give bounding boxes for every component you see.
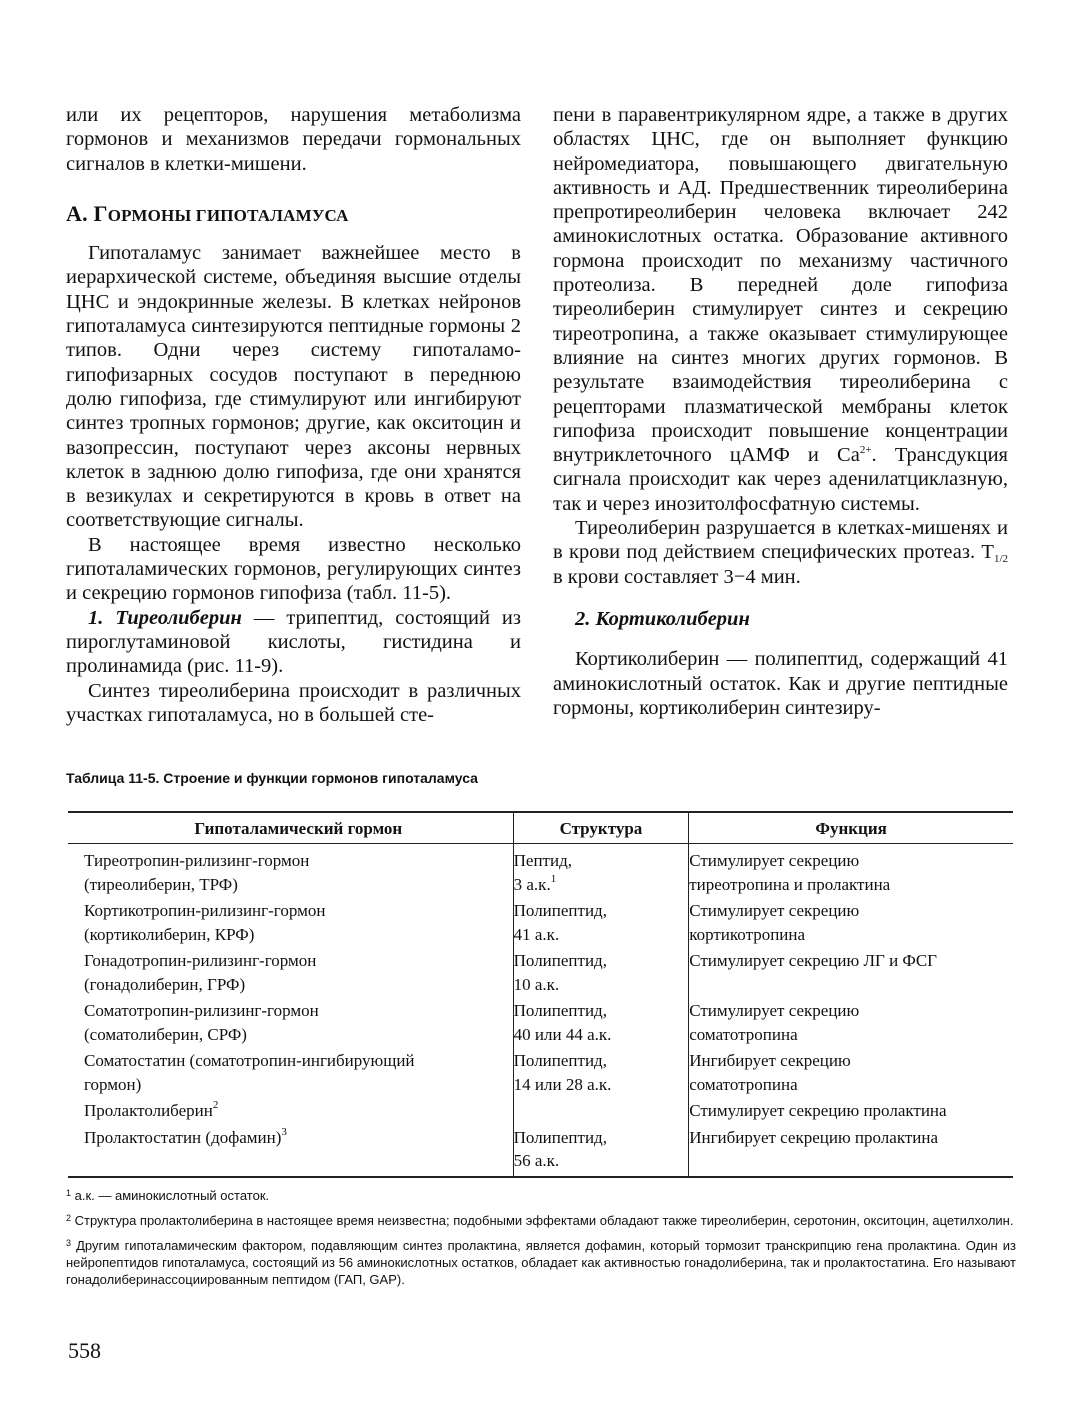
table-row bbox=[68, 899, 1013, 949]
footnote bbox=[66, 1187, 1016, 1204]
hormone-cell-line2: (тиреолиберин, ТРФ) bbox=[84, 874, 238, 894]
function-cell bbox=[689, 899, 1013, 949]
hormones-table bbox=[68, 811, 1013, 1178]
footnote-reference: 3 bbox=[281, 1125, 287, 1138]
hormone-cell bbox=[68, 844, 513, 900]
paragraph-text-end: в крови составляет 3−4 мин. bbox=[553, 565, 801, 588]
hormone-cell bbox=[68, 1099, 513, 1126]
section-heading-rest: ОРМОНЫ ГИПОТАЛАМУСА bbox=[107, 205, 349, 225]
table-row bbox=[68, 999, 1013, 1049]
function-cell-line1: Стимулирует секрецию ЛГ и ФСГ bbox=[689, 951, 938, 970]
function-cell bbox=[689, 999, 1013, 1049]
structure-cell bbox=[513, 1049, 689, 1099]
structure-cell bbox=[513, 999, 689, 1049]
left-column bbox=[66, 103, 521, 727]
structure-cell bbox=[513, 1126, 689, 1177]
structure-cell-line2: 14 или 28 а.к. bbox=[513, 1074, 612, 1094]
hormone-cell bbox=[68, 949, 513, 999]
table-row bbox=[68, 844, 1013, 900]
subheading-corticoliberin: 2. Кортиколиберин bbox=[575, 607, 750, 630]
function-cell-line2: тиреотропина и пролактина bbox=[689, 874, 891, 894]
right-column bbox=[553, 103, 1008, 720]
hormone-cell-line-with-note bbox=[84, 1099, 513, 1123]
paragraph-hormones-known: В настоящее время известно несколько гипоталамических гормонов, регулирующих синтез и секрецию гормонов гипофиза (табл. 11-5). bbox=[66, 533, 521, 605]
structure-cell-line2: 41 а.к. bbox=[513, 924, 560, 944]
hormone-cell-line2: (кортиколиберин, КРФ) bbox=[84, 924, 255, 944]
hormone-cell-line1: Соматотропин-рилизинг-гормон bbox=[84, 1001, 319, 1020]
paragraph-thyroliberin-synthesis: Синтез тиреолиберина происходит в различных участках гипоталамуса, но в большей сте- bbox=[66, 679, 521, 726]
structure-cell-line-with-note bbox=[514, 873, 689, 897]
structure-cell-line2: 40 или 44 а.к. bbox=[513, 1024, 612, 1044]
structure-cell-line2: 3 а.к. bbox=[513, 874, 551, 894]
structure-cell bbox=[513, 899, 689, 949]
function-cell-line2: кортикотропина bbox=[689, 924, 806, 944]
subscript-half-life: 1/2 bbox=[993, 553, 1008, 566]
structure-cell-line1: Пептид, bbox=[513, 851, 572, 870]
column-header-structure: Структура bbox=[513, 812, 689, 844]
footnote-text: а.к. — аминокислотный остаток. bbox=[71, 1188, 270, 1203]
function-cell-line2: соматотропина bbox=[689, 1074, 798, 1094]
paragraph-text: Тиреолиберин разрушается в клетках-мишенях и в крови под действием специфических протеаз. T bbox=[553, 517, 1008, 564]
table-row bbox=[68, 1049, 1013, 1099]
footnote bbox=[66, 1237, 1016, 1288]
table-body bbox=[68, 844, 1013, 1177]
paragraph-degradation bbox=[553, 516, 1008, 589]
paragraph-thyroliberin bbox=[66, 606, 521, 679]
structure-cell-line2: 10 а.к. bbox=[513, 974, 560, 994]
hormone-cell-line2: гормон) bbox=[84, 1074, 142, 1094]
paragraph-text: пени в паравентрикулярном ядре, а также в других областях ЦНС, где он выполняет функцию нейромедиатора, повышающего двигательную активность и АД. Предшественник тиреолиберина препротиреолиберин человека включает 242 аминокислотных остатка. Образование активного гормона происходит по механизму частичного протеолиза. В передней доле гипофиза тиреолиберин стимулирует синтез и секрецию тиреотропина, а также оказывает стимулирующее влияние на синтез многих других гормонов. В результате взаимодействия тиреолиберина с рецепторами плазматической мембраны клеток гипофиза происходит повышение концентрации внутриклеточного цАМФ и Ca bbox=[553, 104, 1008, 467]
function-cell bbox=[689, 1049, 1013, 1099]
term-thyroliberin: 1. Тиреолиберин bbox=[88, 606, 242, 629]
function-cell-line1: Стимулирует секрецию bbox=[689, 901, 860, 920]
footnote-mark: 1 bbox=[66, 1188, 72, 1198]
paragraph-paraventricular bbox=[553, 103, 1008, 516]
structure-cell-line1: Полипептид, bbox=[513, 951, 607, 970]
table-row bbox=[68, 1099, 1013, 1126]
footnote-reference: 1 bbox=[550, 872, 557, 885]
structure-cell bbox=[513, 1099, 689, 1126]
hormone-cell-line1: Соматостатин (соматотропин-ингибирующий bbox=[84, 1051, 415, 1070]
hormone-cell-line2: (гонадолиберин, ГРФ) bbox=[84, 974, 246, 994]
section-heading bbox=[66, 202, 521, 228]
function-cell bbox=[689, 844, 1013, 900]
hormone-cell-line-with-note bbox=[84, 1126, 513, 1150]
footnote-mark: 3 bbox=[66, 1238, 72, 1248]
paragraph-hypothalamus: Гипоталамус занимает важнейшее место в иерархической системе, объединяя высшие отделы ЦНС и эндокринные железы. В клетках нейронов гипоталамуса синтезируются пептидные гормоны 2 типов. Одни через систему гипоталамо-гипофизарных сосудов поступают в переднюю долю гипофиза, где стимулируют или ингибируют синтез тропных гормонов; другие, как окситоцин и вазопрессин, поступают через аксоны нервных клеток в заднюю долю гипофиза, где они хранятся в везикулах и секретируются в кровь в ответ на соответствующие сигналы. bbox=[66, 242, 521, 532]
hormone-cell bbox=[68, 1126, 513, 1177]
structure-cell-line1: Полипептид, bbox=[513, 901, 607, 920]
function-cell-line1: Стимулирует секрецию bbox=[689, 1001, 860, 1020]
footnote-text: Другим гипоталамическим фактором, подавляющим синтез пролактина, является дофамин, который тормозит транскрипцию гена пролактина. Один из нейропептидов гипоталамуса, состоящий из 56 аминокислотных остатков, обладает как активностью гонадолиберина, так и пролактостатина. Его называют гонадолиберинассоциированным пептидом (ГАП, GAP). bbox=[66, 1238, 1016, 1287]
hormone-cell bbox=[68, 999, 513, 1049]
structure-cell bbox=[513, 949, 689, 999]
function-cell-line1: Ингибирует секрецию пролактина bbox=[689, 1127, 939, 1147]
hormone-cell-line1: Гонадотропин-рилизинг-гормон bbox=[84, 951, 317, 970]
footnote bbox=[66, 1212, 1016, 1229]
function-cell-line2: соматотропина bbox=[689, 1024, 798, 1044]
table-caption: Таблица 11-5. Строение и функции гормонов гипоталамуса bbox=[66, 770, 478, 786]
function-cell bbox=[689, 1099, 1013, 1126]
function-cell-line1: Ингибирует секрецию bbox=[689, 1051, 851, 1070]
hormone-cell-line1: Тиреотропин-рилизинг-гормон bbox=[84, 851, 310, 870]
footnote-mark: 2 bbox=[66, 1213, 72, 1223]
superscript-charge: 2+ bbox=[859, 444, 872, 457]
table-header-row bbox=[68, 812, 1013, 844]
column-header-hormone: Гипоталамический гормон bbox=[68, 812, 513, 844]
footnote-reference: 2 bbox=[212, 1099, 219, 1111]
structure-cell-line1: Полипептид, bbox=[513, 1051, 607, 1070]
function-cell bbox=[689, 949, 1013, 999]
paragraph-thyroliberin-text: — трипептид, состоящий из пироглутаминовой кислоты, гистидина и пролинамида (рис. 11-9). bbox=[66, 606, 521, 678]
hormone-cell-line2: (соматолиберин, СРФ) bbox=[84, 1024, 247, 1044]
paragraph-text-end: . Трансдукция сигнала происходит как через аденилатциклазную, так и через инозитолфосфатную системы. bbox=[553, 444, 1008, 515]
function-cell-line1: Стимулирует секрецию bbox=[689, 851, 860, 870]
structure-cell-line2: 56 а.к. bbox=[513, 1151, 560, 1170]
structure-cell-line1: Полипептид, bbox=[513, 1127, 607, 1147]
structure-cell bbox=[513, 844, 689, 900]
footnote-text: Структура пролактолиберина в настоящее время неизвестна; подобными эффектами обладают также тиреолиберин, серотонин, окситоцин, ацетилхолин. bbox=[71, 1213, 1014, 1228]
hormone-cell-line1: Пролактостатин (дофамин) bbox=[84, 1127, 282, 1147]
footnotes bbox=[66, 1187, 1016, 1296]
hormone-cell bbox=[68, 1049, 513, 1099]
table-row bbox=[68, 1126, 1013, 1177]
paragraph-continuation: или их рецепторов, нарушения метаболизма гормонов и механизмов передачи гормональных сигналов в клетки-мишени. bbox=[66, 104, 521, 175]
function-cell-line1: Стимулирует секрецию пролактина bbox=[689, 1101, 947, 1120]
function-cell bbox=[689, 1126, 1013, 1177]
hormone-cell-line1: Кортикотропин-рилизинг-гормон bbox=[84, 901, 326, 920]
page-number: 558 bbox=[68, 1338, 101, 1363]
column-header-function: Функция bbox=[689, 812, 1013, 844]
hormone-cell-line1: Пролактолиберин bbox=[84, 1101, 213, 1120]
table-row bbox=[68, 949, 1013, 999]
hormone-cell bbox=[68, 899, 513, 949]
structure-cell-line1: Полипептид, bbox=[513, 1001, 607, 1020]
paragraph-corticoliberin: Кортиколиберин — полипептид, содержащий 41 аминокислотный остаток. Как и другие пептидные гормоны, кортиколиберин синтезиру- bbox=[553, 648, 1008, 719]
section-heading-letter: А. Г bbox=[66, 200, 108, 226]
